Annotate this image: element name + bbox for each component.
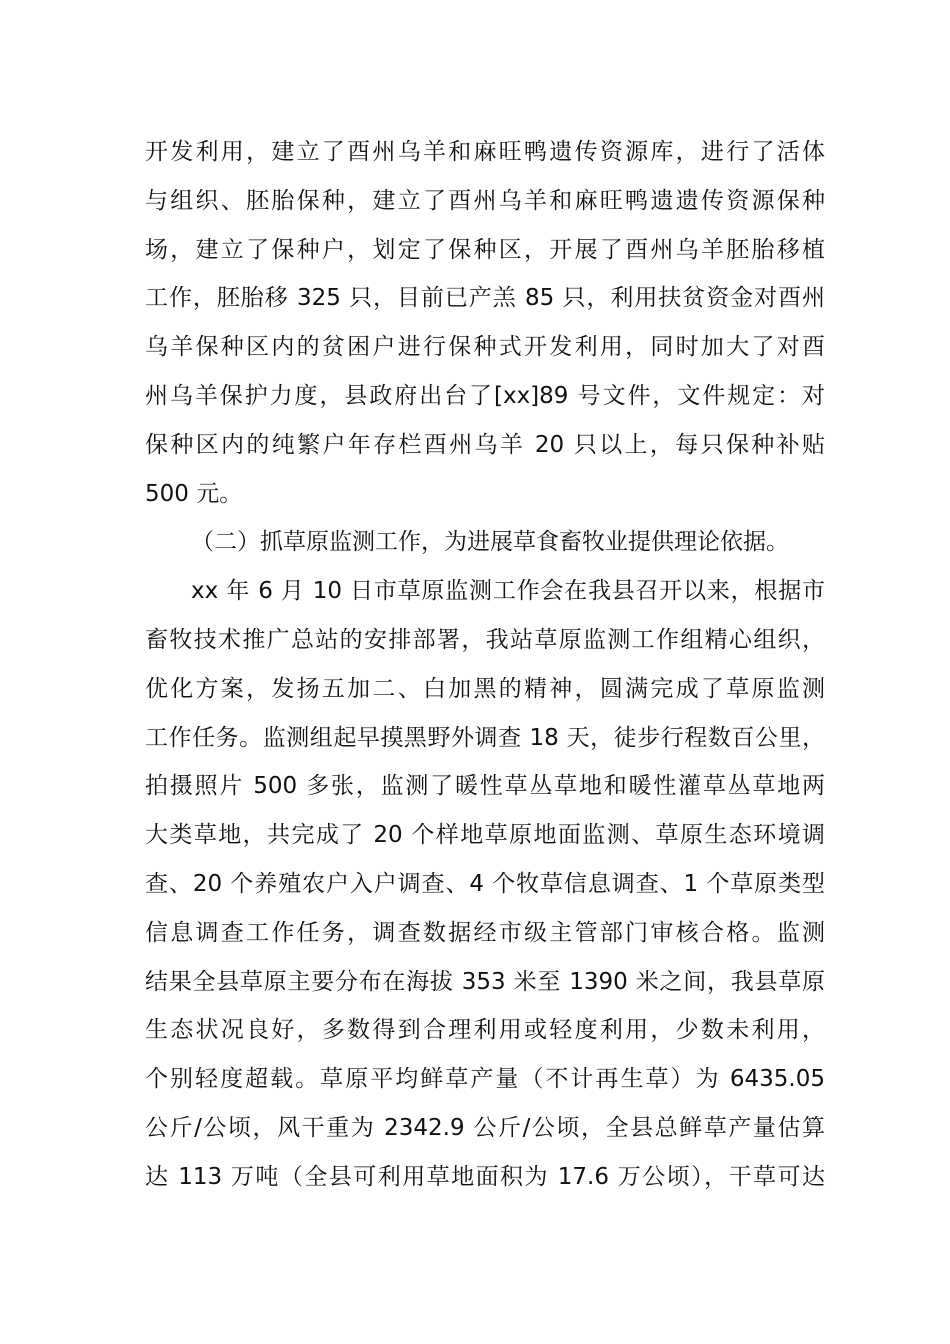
text-line: xx 年 6 月 10 日市草原监测工作会在我县召开以来，根据市	[191, 578, 825, 605]
text-line: 与组织、胚胎保种，建立了酉州乌羊和麻旺鸭遗遗传资源保种	[145, 187, 825, 214]
text-line: 拍摄照片 500 多张，监测了暖性草丛草地和暖性灌草丛草地两	[145, 773, 825, 800]
text-line: 州乌羊保护力度，县政府出台了[xx]89 号文件，文件规定：对	[145, 382, 825, 409]
text-line: 公斤/公顷，风干重为 2342.9 公斤/公顷，全县总鲜草产量估算	[145, 1114, 825, 1141]
text-line: 畜牧技术推广总站的安排部署，我站草原监测工作组精心组织，	[145, 626, 825, 653]
text-line: 大类草地，共完成了 20 个样地草原地面监测、草原生态环境调	[145, 822, 825, 849]
text-line: 个别轻度超载。草原平均鲜草产量（不计再生草）为 6435.05	[145, 1066, 825, 1093]
text-line: 信息调查工作任务，调查数据经市级主管部门审核合格。监测	[145, 919, 825, 946]
text-line: 开发利用，建立了酉州乌羊和麻旺鸭遗传资源库，进行了活体	[145, 139, 825, 165]
text-line: 查、20 个养殖农户入户调查、4 个牧草信息调查、1 个草原类型	[145, 870, 825, 897]
text-line: 乌羊保种区内的贫困户进行保种式开发利用，同时加大了对酉	[145, 334, 825, 361]
text-line: 达 113 万吨（全县可利用草地面积为 17.6 万公顷），干草可达	[145, 1163, 825, 1190]
text-line: 保种区内的纯繁户年存栏酉州乌羊 20 只以上，每只保种补贴	[145, 431, 825, 458]
text-line: 500 元。	[145, 480, 243, 507]
text-line: 生态状况良好，多数得到合理利用或轻度利用，少数未利用，	[145, 1017, 825, 1044]
text-line: 工作任务。监测组起早摸黑野外调查 18 天，徒步行程数百公里，	[145, 724, 825, 751]
text-line: 场，建立了保种户，划定了保种区，开展了酉州乌羊胚胎移植	[145, 236, 825, 263]
text-line: 结果全县草原主要分布在海拔 353 米至 1390 米之间，我县草原	[145, 968, 825, 995]
text-line: 工作，胚胎移 325 只，目前已产羔 85 只，利用扶贫资金对酉州	[145, 285, 825, 312]
body-text	[145, 128, 825, 1202]
section-heading: （二）抓草原监测工作，为进展草食畜牧业提供理论依据。	[191, 529, 789, 556]
text-line: 优化方案，发扬五加二、白加黑的精神，圆满完成了草原监测	[145, 675, 825, 702]
